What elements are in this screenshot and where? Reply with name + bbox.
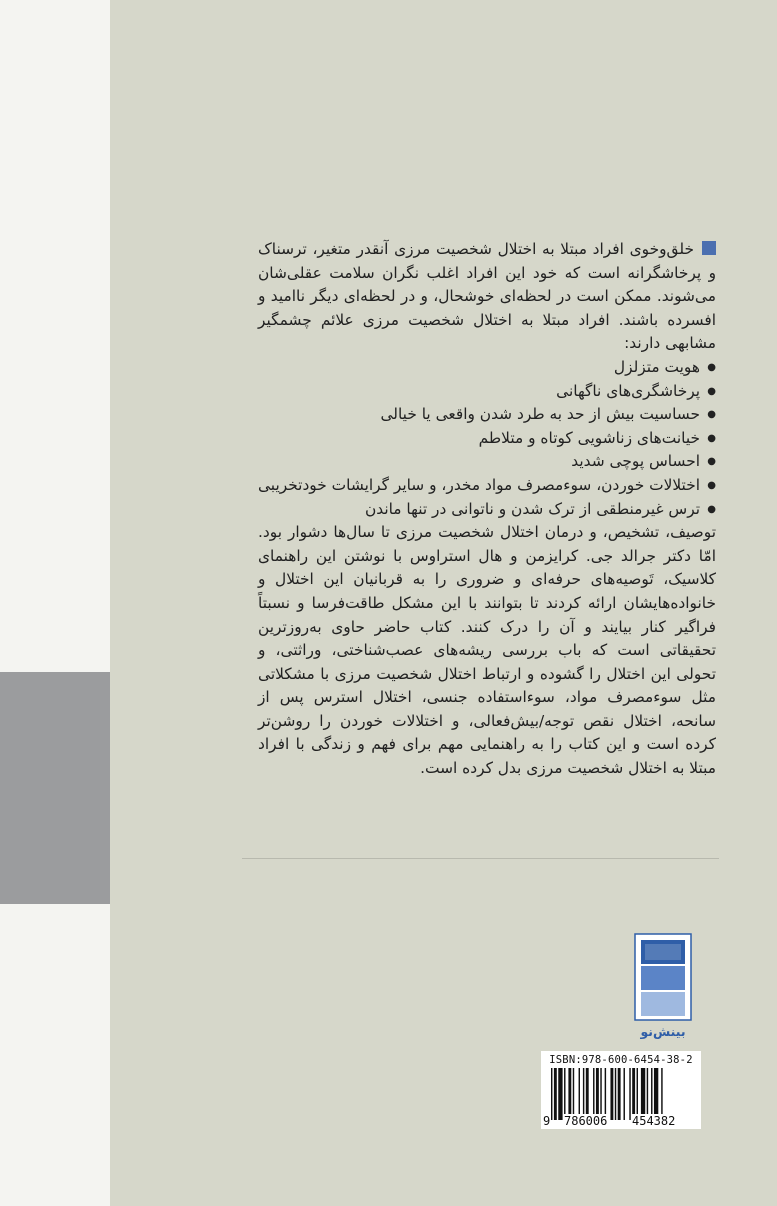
list-item: ● پرخاشگری‌های ناگهانی: [258, 380, 716, 404]
list-item: ● حساسیت بیش از حد به طرد شدن واقعی یا خیالی: [258, 403, 716, 427]
barcode-bar: [558, 1068, 562, 1120]
stacked-blue-squares-icon: [633, 932, 693, 1022]
publisher-name: بینش‌نو: [640, 1024, 686, 1039]
barcode-bar: [583, 1068, 584, 1120]
list-item: ● خیانت‌های زناشویی کوتاه و متلاطم: [258, 427, 716, 451]
ean-first-digit: 9: [543, 1114, 551, 1128]
blurb-body: توصیف، تشخیص، و درمان اختلال شخصیت مرزی تا سال‌ها دشوار بود. امّا دکتر جرالد جی. کرایزمن و هال استراوس با نوشتن این راهنمای کلاسیک، تَوصیه‌های حرفه‌ای و ضروری را به قربانیان این اختلال و خانواده‌هایشان ارائه کردند تا بتوانند با این مشکل طاقت‌فرسا و نسبتاً فراگیر کنار بیایند و آن را درک کنند. کتاب حاضر حاوی به‌روزترین تحقیقاتی است که باب بررسی ریشه‌های عصب‌شناختی، وراثتی، و تحولی این اختلال را گشوده و ارتباط اختلال شخصیت مرزی با مشکلاتی مثل سوءمصرف مواد، سوءاستفاده جنسی، اختلال استرس پس از سانحه، اختلال نقص توجه/بیش‌فعالی، و اختلالات خوردن را روشن‌تر کرده است و این کتاب را به راهنمایی مهم برای فهم و زندگی با افراد مبتلا به اختلال شخصیت مرزی بدل کرده است.: [258, 523, 716, 778]
barcode-bar: [624, 1068, 625, 1120]
barcode-bar: [573, 1068, 574, 1120]
barcode-bar: [629, 1068, 630, 1120]
isbn-label: ISBN:978-600-6454-38-2: [549, 1054, 693, 1066]
barcode-bar: [647, 1068, 648, 1120]
list-item: ● احساس پوچی شدید: [258, 450, 716, 474]
barcode-bars: [551, 1068, 695, 1120]
barcode-bar: [661, 1068, 662, 1120]
barcode-bar: [632, 1068, 635, 1120]
barcode-bar: [564, 1068, 565, 1120]
barcode-bar: [615, 1068, 616, 1120]
ean-left-digits: 786006: [564, 1114, 608, 1128]
blurb-intro: [258, 238, 716, 356]
barcode-bar: [651, 1068, 652, 1120]
barcode-bar: [637, 1068, 638, 1120]
barcode-bar: [610, 1068, 613, 1120]
barcode-bar: [596, 1068, 599, 1120]
list-item: ● ترس غیرمنطقی از ترک شدن و ناتوانی در تنها ماندن: [258, 498, 716, 522]
symptom-list: [258, 356, 716, 521]
blurb: [258, 238, 716, 781]
barcode: [541, 1051, 701, 1129]
barcode-bar: [618, 1068, 621, 1120]
spine-white-strip: [0, 0, 110, 1206]
barcode-bar: [654, 1068, 658, 1120]
blurb-intro-text: خلق‌وخوی افراد مبتلا به اختلال شخصیت مرزی آنقدر متغیر، ترسناک و پرخاشگرانه است که خود این افراد اغلب نگران سلامت عقلی‌شان می‌شوند. ممکن است در لحظه‌ای خوشحال، و در لحظه‌ای دیگر ناامید و افسرده باشند. افراد مبتلا به اختلال شخصیت مرزی علائم چشمگیر مشابهی دارند:: [258, 240, 716, 353]
barcode-bar: [554, 1068, 557, 1120]
barcode-bar: [586, 1068, 589, 1120]
spine-gray-band: [0, 672, 110, 904]
barcode-bar: [593, 1068, 594, 1120]
barcode-bar: [641, 1068, 645, 1120]
barcode-bar: [579, 1068, 580, 1120]
bullet-square-icon: [702, 241, 716, 255]
list-item: ● هویت متزلزل: [258, 356, 716, 380]
ean-right-digits: 454382: [632, 1114, 676, 1128]
barcode-bar: [600, 1068, 601, 1120]
barcode-bar: [605, 1068, 606, 1120]
list-item: ● اختلالات خوردن، سوءمصرف مواد مخدر، و سایر گرایشات خودتخریبی: [258, 474, 716, 498]
barcode-bar: [568, 1068, 571, 1120]
barcode-bar: [551, 1068, 552, 1120]
divider: [242, 858, 719, 859]
